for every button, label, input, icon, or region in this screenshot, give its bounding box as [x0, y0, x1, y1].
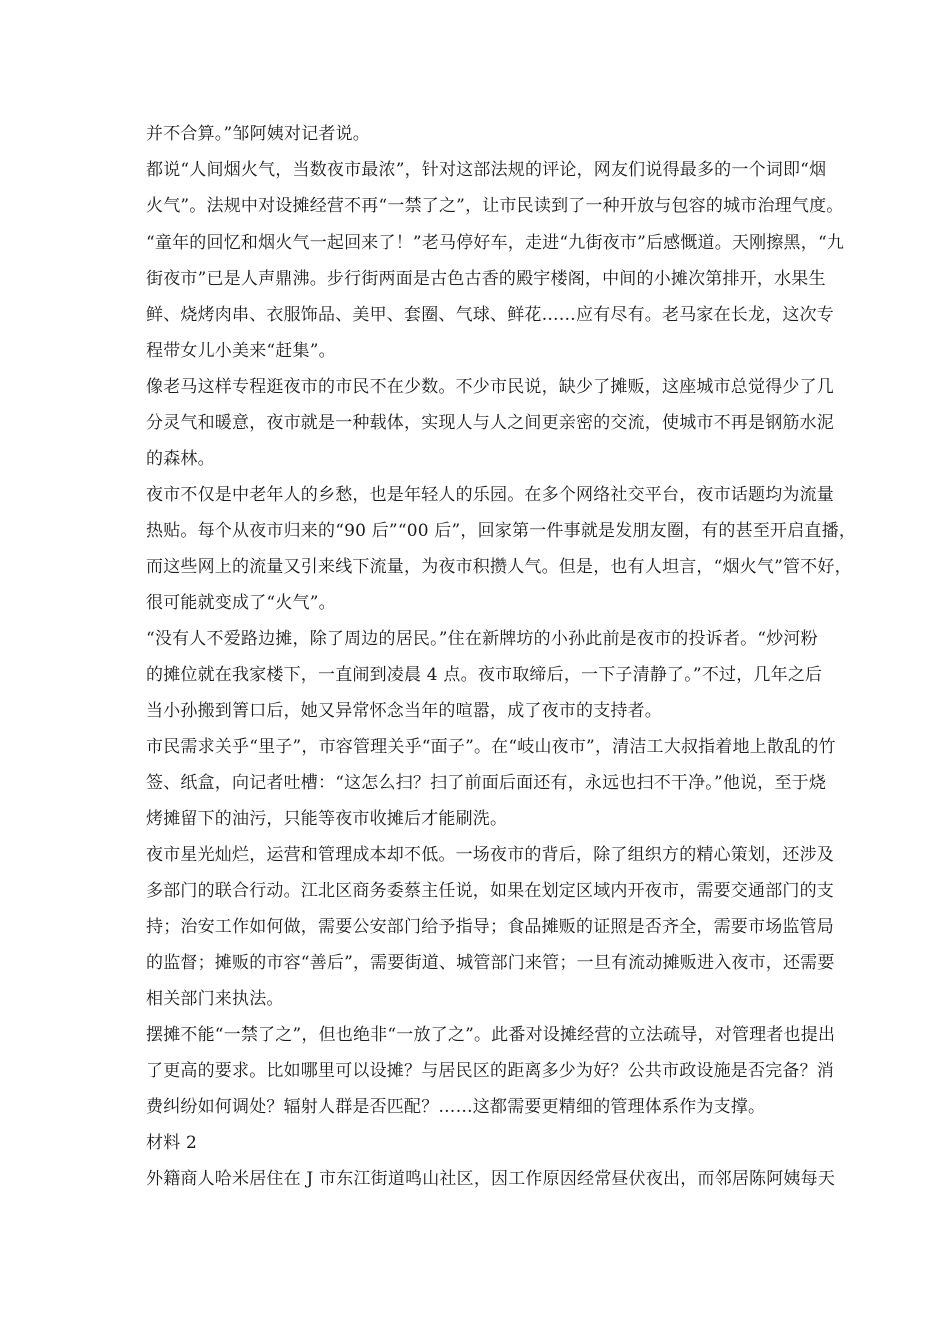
text-line: 烤摊留下的油污，只能等夜市收摊后才能刷洗。 — [146, 809, 508, 829]
text-line: 多部门的联合行动。江北区商务委蔡主任说，如果在划定区域内开夜市，需要交通部门的支 — [146, 881, 834, 901]
text-line: 夜市星光灿烂，运营和管理成本却不低。一场夜市的背后，除了组织方的精心策划，还涉及 — [146, 845, 834, 865]
text-line: “童年的回忆和烟火气一起回来了！”老马停好车，走进“九街夜市”后感慨道。天刚擦黑，“九 — [146, 233, 845, 253]
text-line: 而这些网上的流量又引来线下流量，为夜市积攒人气。但是，也有人坦言，“烟火气”管不好， — [146, 557, 852, 577]
text-line: “没有人不爱路边摊，除了周边的居民。”住在新牌坊的小孙此前是夜市的投诉者。“炒河粉 — [146, 629, 818, 649]
text-line: 夜市不仅是中老年人的乡愁，也是年轻人的乐园。在多个网络社交平台，夜市话题均为流量 — [146, 485, 834, 505]
text-line: 了更高的要求。比如哪里可以设摊？与居民区的距离多少为好？公共市政设施是否完备？消 — [146, 1061, 834, 1081]
text-line: 像老马这样专程逛夜市的市民不在少数。不少市民说，缺少了摊贩，这座城市总觉得少了几 — [146, 377, 834, 397]
text-line: 并不合算。”邹阿姨对记者说。 — [146, 124, 370, 144]
text-line: 都说“人间烟火气，当数夜市最浓”，针对这部法规的评论，网友们说得最多的一个词即“烟 — [146, 160, 827, 180]
text-line: 签、纸盒，向记者吐槽：“这怎么扫？扫了前面后面还有，永远也扫不干净。”他说，至于烧 — [146, 773, 827, 793]
text-line: 程带女儿小美来“赶集”。 — [146, 341, 336, 361]
text-line: 的监督；摊贩的市容“善后”，需要街道、城管部门来管；一旦有流动摊贩进入夜市，还需要 — [146, 953, 835, 973]
text-line: 火气”。法规中对设摊经营不再“一禁了之”，让市民读到了一种开放与包容的城市治理气度。 — [146, 196, 844, 216]
text-line: 的森林。 — [146, 449, 215, 469]
text-line: 鲜、烧烤肉串、衣服饰品、美甲、套圈、气球、鲜花……应有尽有。老马家在长龙，这次专 — [146, 305, 834, 325]
section-heading: 材料 2 — [146, 1133, 198, 1153]
text-line: 持；治安工作如何做，需要公安部门给予指导；食品摊贩的证照是否齐全，需要市场监管局 — [146, 917, 834, 937]
text-line: 费纠纷如何调处？辐射人群是否匹配？……这都需要更精细的管理体系作为支撑。 — [146, 1097, 766, 1117]
text-line: 分灵气和暖意，夜市就是一种载体，实现人与人之间更亲密的交流，使城市不再是钢筋水泥 — [146, 413, 834, 433]
text-line: 市民需求关乎“里子”，市容管理关乎“面子”。在“岐山夜市”，清洁工大叔指着地上散乱的竹 — [146, 737, 836, 757]
text-line: 当小孙搬到箐口后，她又异常怀念当年的喧嚣，成了夜市的支持者。 — [146, 701, 662, 721]
text-line: 外籍商人哈米居住在 J 市东江街道鸣山社区，因工作原因经常昼伏夜出，而邻居陈阿姨每天 — [146, 1169, 836, 1189]
text-line: 热贴。每个从夜市归来的“90 后”“00 后”，回家第一件事就是发朋友圈，有的甚至开启直播， — [146, 521, 857, 541]
text-line: 摆摊不能“一禁了之”，但也绝非“一放了之”。此番对设摊经营的立法疏导，对管理者也提出 — [146, 1025, 836, 1045]
text-line: 的摊位就在我家楼下，一直闹到凌晨 4 点。夜市取缔后，一下子清静了。”不过，几年之后 — [146, 665, 823, 685]
text-line: 相关部门来执法。 — [146, 989, 284, 1009]
text-line: 街夜市”已是人声鼎沸。步行街两面是古色古香的殿宇楼阁，中间的小摊次第排开，水果生 — [146, 269, 826, 289]
text-line: 很可能就变成了“火气”。 — [146, 593, 336, 613]
